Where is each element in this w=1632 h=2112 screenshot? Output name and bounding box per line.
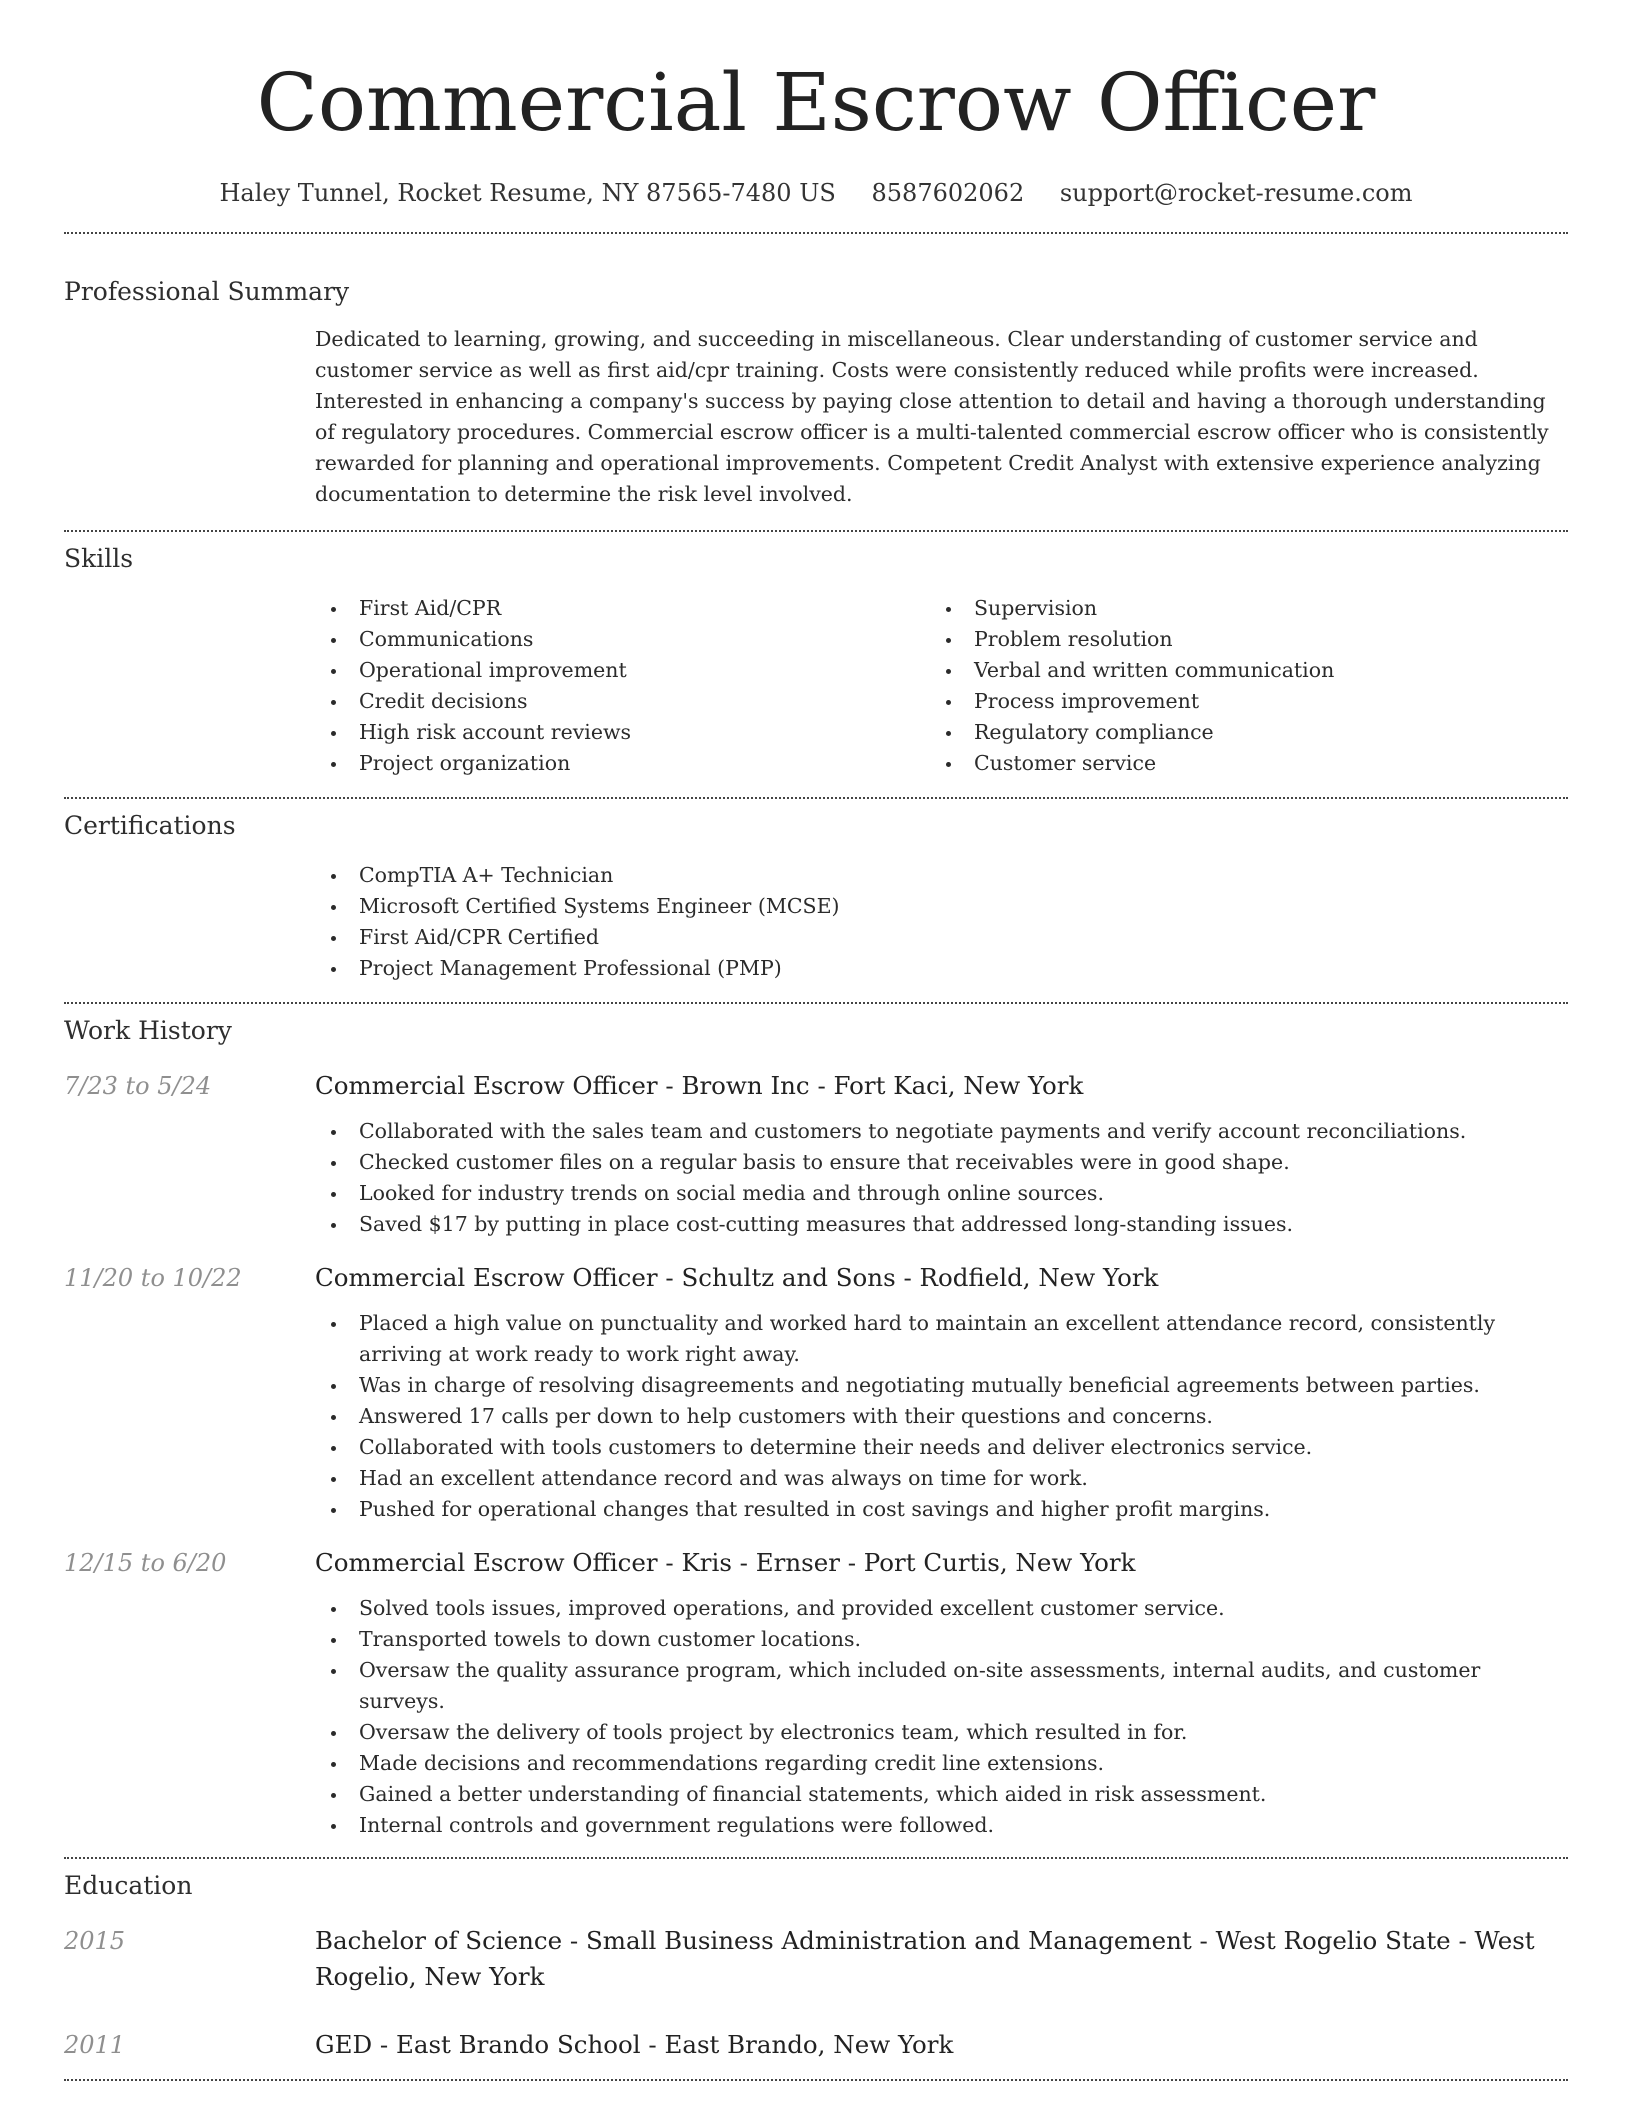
certification-item: First Aid/CPR Certified — [315, 922, 1568, 953]
job-duty: Looked for industry trends on social media and through online sources. — [315, 1178, 1568, 1209]
section-heading-certifications: Certifications — [64, 811, 236, 840]
education-entry — [64, 1923, 1568, 1995]
skill-item: Verbal and written communication — [930, 655, 1545, 686]
job-duty: Collaborated with tools customers to determine their needs and deliver electronics service. — [315, 1432, 1568, 1463]
job-duty: Oversaw the quality assurance program, which included on-site assessments, internal audits, and customer surveys. — [315, 1655, 1568, 1717]
education-entry — [64, 2027, 1568, 2063]
certification-item: Project Management Professional (PMP) — [315, 953, 1568, 984]
certification-item: Microsoft Certified Systems Engineer (MCSE) — [315, 891, 1568, 922]
divider — [64, 232, 1568, 234]
skills-list — [315, 593, 1568, 779]
skill-item: Project organization — [315, 748, 930, 779]
job-duties — [315, 1308, 1568, 1525]
education-title: Bachelor of Science - Small Business Administration and Management - West Rogelio State - West Rogelio, New York — [315, 1926, 1535, 1991]
skills-column-left — [315, 593, 930, 779]
skill-item: Operational improvement — [315, 655, 930, 686]
section-heading-summary: Professional Summary — [64, 277, 350, 306]
skill-item: Customer service — [930, 748, 1545, 779]
section-heading-work-history: Work History — [64, 1016, 232, 1045]
job-date: 11/20 to 10/22 — [64, 1264, 242, 1292]
divider — [64, 797, 1568, 799]
job-duty: Answered 17 calls per down to help customers with their questions and concerns. — [315, 1401, 1568, 1432]
divider — [64, 1857, 1568, 1859]
resume-title: Commercial Escrow Officer — [256, 56, 1376, 149]
job-duty: Saved $17 by putting in place cost-cutting measures that addressed long-standing issues. — [315, 1209, 1568, 1240]
job-entry — [64, 1068, 1568, 1240]
job-duties — [315, 1116, 1568, 1240]
job-duty: Transported towels to down customer locations. — [315, 1624, 1568, 1655]
job-duty: Was in charge of resolving disagreements and negotiating mutually beneficial agreements between parties. — [315, 1370, 1568, 1401]
skill-item: Credit decisions — [315, 686, 930, 717]
job-duty: Gained a better understanding of financial statements, which aided in risk assessment. — [315, 1779, 1568, 1810]
section-heading-skills: Skills — [64, 544, 134, 573]
certification-item: CompTIA A+ Technician — [315, 860, 1568, 891]
contact-address: Haley Tunnel, Rocket Resume, NY 87565-7480 US — [219, 179, 836, 207]
job-duty: Solved tools issues, improved operations, and provided excellent customer service. — [315, 1593, 1568, 1624]
education-date: 2015 — [64, 1927, 126, 1955]
divider — [64, 530, 1568, 532]
education-date: 2011 — [64, 2031, 126, 2059]
resume-page — [64, 0, 1568, 2081]
job-entry — [64, 1545, 1568, 1841]
job-date: 12/15 to 6/20 — [64, 1549, 227, 1577]
job-duty: Collaborated with the sales team and customers to negotiate payments and verify account reconciliations. — [315, 1116, 1568, 1147]
section-heading-education: Education — [64, 1871, 193, 1900]
job-duty: Checked customer files on a regular basis to ensure that receivables were in good shape. — [315, 1147, 1568, 1178]
skill-item: Supervision — [930, 593, 1545, 624]
job-duty: Oversaw the delivery of tools project by electronics team, which resulted in for. — [315, 1717, 1568, 1748]
education-title: GED - East Brando School - East Brando, New York — [315, 2030, 954, 2059]
job-entry — [64, 1260, 1568, 1525]
divider — [64, 1002, 1568, 1004]
job-duties — [315, 1593, 1568, 1841]
job-title: Commercial Escrow Officer - Schultz and Sons - Rodfield, New York — [315, 1263, 1159, 1292]
job-duty: Internal controls and government regulations were followed. — [315, 1810, 1568, 1841]
job-duty: Placed a high value on punctuality and worked hard to maintain an excellent attendance record, consistently arriving at work ready to work right away. — [315, 1308, 1568, 1370]
skills-column-right — [930, 593, 1545, 779]
skill-item: Process improvement — [930, 686, 1545, 717]
divider — [64, 2079, 1568, 2081]
contact-phone: 8587602062 — [871, 179, 1025, 207]
skill-item: First Aid/CPR — [315, 593, 930, 624]
skill-item: Problem resolution — [930, 624, 1545, 655]
certifications-list — [315, 860, 1568, 984]
job-duty: Made decisions and recommendations regarding credit line extensions. — [315, 1748, 1568, 1779]
job-duty: Had an excellent attendance record and was always on time for work. — [315, 1463, 1568, 1494]
job-title: Commercial Escrow Officer - Brown Inc - Fort Kaci, New York — [315, 1071, 1084, 1100]
job-duty: Pushed for operational changes that resulted in cost savings and higher profit margins. — [315, 1494, 1568, 1525]
contact-email: support@rocket-resume.com — [1059, 179, 1413, 207]
skill-item: Communications — [315, 624, 930, 655]
contact-line — [64, 176, 1568, 210]
summary-text: Dedicated to learning, growing, and succeeding in miscellaneous. Clear understanding of customer service and customer service as well as first aid/cpr training. Costs were consistently reduced while profits were increased. Interested in enhancing a company's success by paying close attention to detail and having a thorough understanding of regulatory procedures. Commercial escrow officer is a multi-talented commercial escrow officer who is consistently rewarded for planning and operational improvements. Competent Credit Analyst with extensive experience analyzing documentation to determine the risk level involved. — [315, 327, 1549, 506]
skill-item: Regulatory compliance — [930, 717, 1545, 748]
skill-item: High risk account reviews — [315, 717, 930, 748]
job-title: Commercial Escrow Officer - Kris - Ernser - Port Curtis, New York — [315, 1548, 1136, 1577]
job-date: 7/23 to 5/24 — [64, 1072, 212, 1100]
